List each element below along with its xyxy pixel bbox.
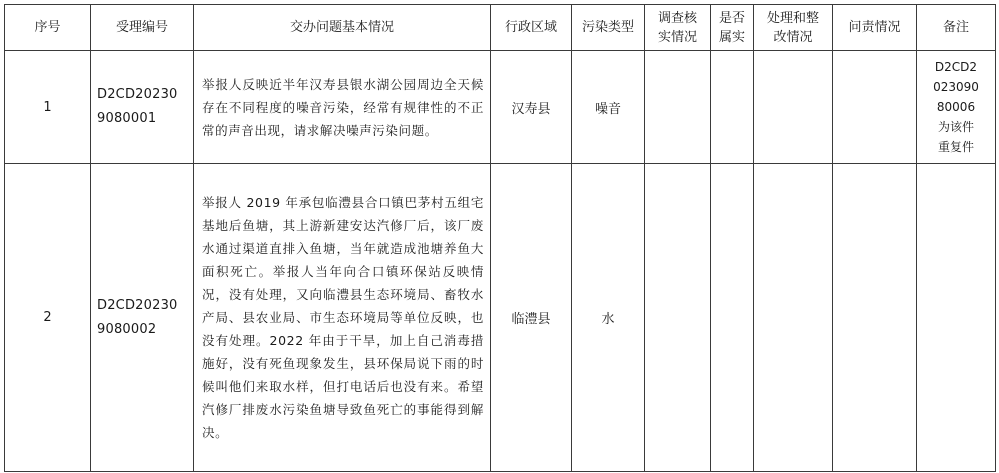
remarks-line: 023090 xyxy=(933,80,979,94)
case-no-line: 9080002 xyxy=(97,321,157,337)
cell-verification xyxy=(645,51,711,164)
header-accountability: 问责情况 xyxy=(833,5,917,51)
header-content: 交办问题基本情况 xyxy=(194,5,491,51)
table-row xyxy=(5,51,996,164)
cell-handling xyxy=(754,164,833,472)
case-table xyxy=(4,4,996,472)
header-remarks: 备注 xyxy=(917,5,996,51)
cell-content: 举报人反映近半年汉寿县银水湖公园周边全天候存在不同程度的噪音污染，经常有规律性的不正常的声音出现，请求解决噪声污染问题。 xyxy=(194,51,491,164)
header-row xyxy=(5,5,996,51)
case-no-line: D2CD20230 xyxy=(97,297,178,313)
header-pollution-type: 污染类型 xyxy=(572,5,645,51)
cell-pollution-type: 噪音 xyxy=(572,51,645,164)
header-is-true-line: 属实 xyxy=(718,29,745,45)
header-region: 行政区域 xyxy=(491,5,572,51)
cell-case-no xyxy=(91,51,194,164)
remarks-line: 为该件 xyxy=(937,120,974,134)
cell-region: 汉寿县 xyxy=(491,51,572,164)
cell-handling xyxy=(754,51,833,164)
cell-is-true xyxy=(711,51,754,164)
case-no-line: D2CD20230 xyxy=(97,87,178,102)
cell-accountability xyxy=(833,164,917,472)
remarks-line: 80006 xyxy=(936,100,976,114)
header-seq: 序号 xyxy=(5,5,91,51)
cell-remarks xyxy=(917,51,996,164)
cell-seq: 2 xyxy=(5,164,91,472)
header-case-no: 受理编号 xyxy=(91,5,194,51)
cell-content: 举报人 2019 年承包临澧县合口镇巴茅村五组宅基地后鱼塘，其上游新建安达汽修厂后，该厂废水通过渠道直排入鱼塘，当年就造成池塘养鱼大面积死亡。举报人当年向合口镇环保站反映情况，没有处理，又向临澧县生态环境局、畜牧水产局、县农业局、市生态环境局等单位反映，也没有处理。2022 年由于干旱，加上自己消毒措施好，没有死鱼现象发生，县环保局说下雨的时候叫他们来取水样，但打电话后也没有来。希望汽修厂排废水污染鱼塘导致鱼死亡的事能得到解决。 xyxy=(194,164,491,472)
header-handling-line: 处理和整 xyxy=(766,10,819,26)
cell-case-no xyxy=(91,164,194,472)
case-table-container xyxy=(4,4,996,472)
cell-remarks xyxy=(917,164,996,472)
header-is-true-line: 是否 xyxy=(718,10,745,26)
header-handling-line: 改情况 xyxy=(773,29,813,45)
cell-seq: 1 xyxy=(5,51,91,164)
header-verification-line: 实情况 xyxy=(657,29,697,45)
cell-accountability xyxy=(833,51,917,164)
cell-verification xyxy=(645,164,711,472)
cell-pollution-type: 水 xyxy=(572,164,645,472)
cell-is-true xyxy=(711,164,754,472)
remarks-line: 重复件 xyxy=(937,140,974,154)
header-verification xyxy=(645,5,711,51)
header-is-true xyxy=(711,5,754,51)
table-row xyxy=(5,164,996,472)
cell-region: 临澧县 xyxy=(491,164,572,472)
case-no-line: 9080001 xyxy=(97,111,157,126)
header-handling xyxy=(754,5,833,51)
remarks-line: D2CD2 xyxy=(934,60,978,74)
header-verification-line: 调查核 xyxy=(657,10,697,26)
